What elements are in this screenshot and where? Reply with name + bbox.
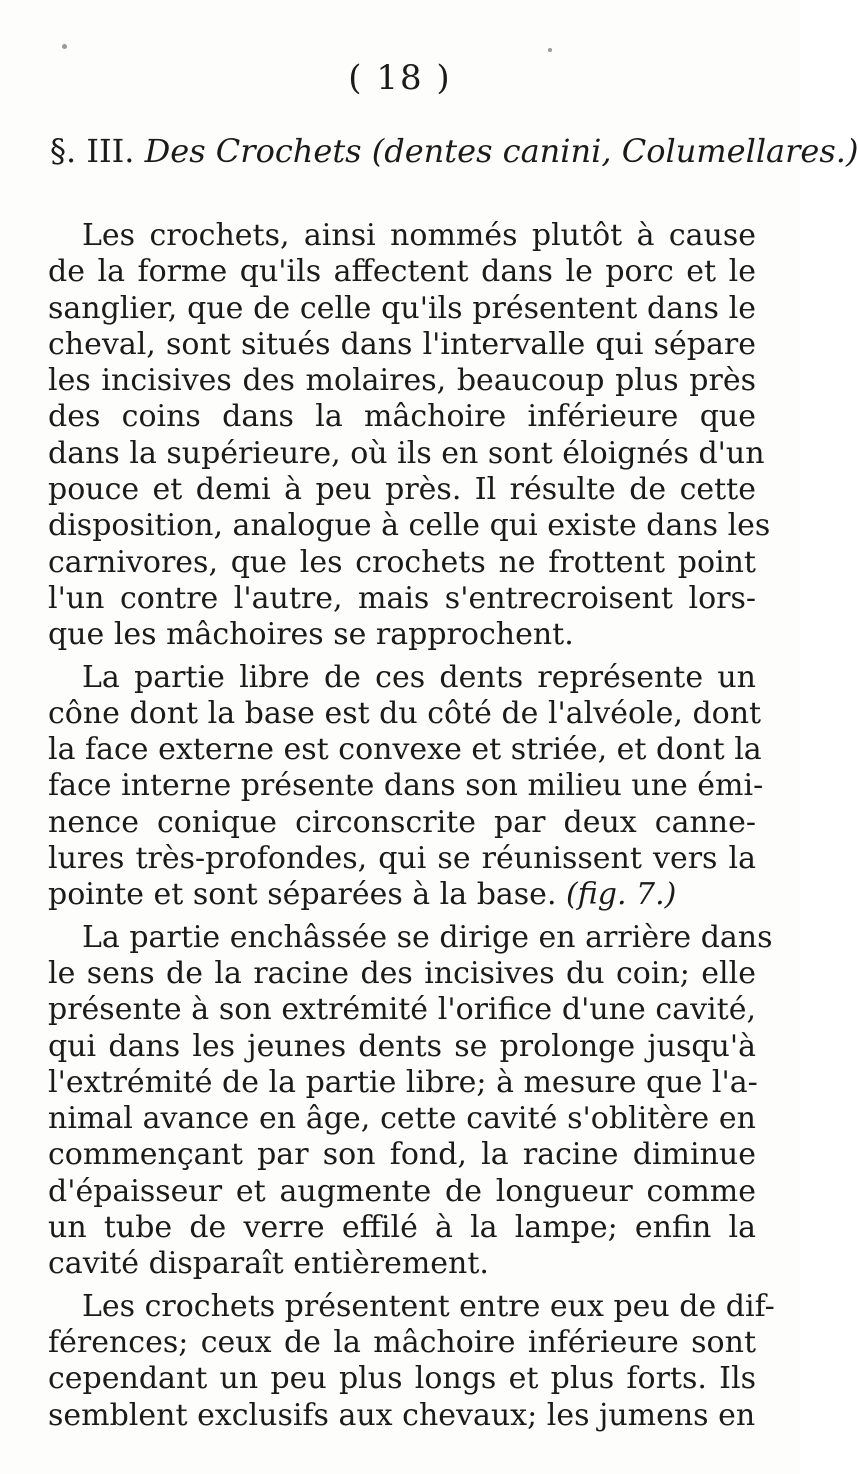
text-line-content: que les mâchoires se rapprochent.: [48, 617, 574, 653]
text-line-content: sanglier, que de celle qu'ils présentent dans le: [48, 290, 756, 326]
paragraph: [48, 919, 773, 1283]
section-number: §. III.: [50, 132, 135, 170]
text-line: [48, 805, 756, 841]
text-line-content: de la forme qu'ils affectent dans le porc et le: [48, 254, 756, 290]
text-line: [48, 1288, 775, 1325]
text-line-content: dans la supérieure, où ils en sont éloignés d'un: [48, 435, 765, 471]
text-line-content: férences; ceux de la mâchoire inférieure sont: [48, 1324, 756, 1360]
text-line-content: l'un contre l'autre, mais s'entrecroisent lors-: [48, 580, 756, 616]
text-line-content: pouce et demi à peu près. Il résulte de cette: [48, 472, 756, 508]
text-line-content: des coins dans la mâchoire inférieure que: [48, 399, 756, 435]
text-line-content: d'épaisseur et augmente de longueur comme: [48, 1173, 756, 1209]
text-line: [48, 877, 756, 913]
text-line-content: cône dont la base est du côté de l'alvéole, dont: [48, 695, 762, 731]
text-line: [48, 581, 756, 617]
paragraph: [48, 659, 764, 914]
paper-speck: [62, 44, 67, 49]
text-line-content: un tube de verre effilé à la lampe; enfin la: [48, 1210, 756, 1246]
figure-reference: (fig. 7.): [566, 877, 677, 913]
text-line: [48, 1029, 756, 1065]
text-line: [48, 695, 762, 732]
text-line-content: face interne présente dans son milieu une émi-: [48, 768, 764, 804]
text-line-content: nimal avance en âge, cette cavité s'oblitère en: [48, 1101, 756, 1137]
text-line: [48, 768, 764, 804]
section-latin-subtitle: (dentes canini, Columellares.): [371, 132, 858, 170]
text-line: [48, 660, 756, 696]
text-line: [48, 1065, 756, 1101]
text-line: [48, 1101, 756, 1137]
page-number: ( 18 ): [348, 58, 452, 98]
text-line-content: La partie enchâssée se dirige en arrière dans: [82, 919, 773, 955]
text-line: [48, 291, 756, 327]
text-line-content: disposition, analogue à celle qui existe dans les: [48, 508, 771, 544]
text-line: [48, 1210, 756, 1246]
text-line-content: présente à son extrémité l'orifice d'une cavité,: [48, 992, 756, 1028]
text-line: [48, 956, 756, 992]
text-line: [48, 1246, 756, 1282]
text-line-content: semblent exclusifs aux chevaux; les jumens en: [48, 1397, 756, 1433]
text-line-content: carnivores, que les crochets ne frottent point: [48, 544, 756, 580]
text-line: [48, 732, 762, 768]
text-line: [48, 545, 756, 581]
body-text: [48, 218, 775, 1434]
text-line-content: pointe et sont séparées à la base.: [48, 877, 557, 913]
text-line: [48, 254, 756, 290]
text-line: [48, 992, 756, 1028]
text-line: [48, 363, 756, 399]
section-title: Des Crochets: [144, 132, 362, 170]
section-heading: [50, 132, 858, 170]
text-line-content: La partie libre de ces dents représente un: [82, 659, 756, 695]
text-line: [48, 508, 771, 544]
text-line-content: Les crochets présentent entre eux peu de dif-: [82, 1288, 775, 1324]
text-line: [48, 1137, 756, 1173]
text-line: [48, 472, 756, 508]
text-line: [48, 841, 756, 877]
text-line: [48, 218, 756, 254]
paragraph: [48, 218, 771, 654]
text-line: [48, 327, 756, 363]
text-line: [48, 1325, 756, 1361]
text-line: [48, 617, 756, 653]
text-line-content: l'extrémité de la partie libre; à mesure que l'a-: [48, 1064, 758, 1100]
text-line-content: le sens de la racine des incisives du coin; elle: [48, 955, 756, 991]
text-line: [48, 399, 756, 435]
paragraph: [48, 1288, 775, 1434]
text-line: [48, 919, 773, 956]
paper-speck: [548, 48, 552, 52]
text-line: [48, 1398, 756, 1434]
text-line: [48, 435, 765, 472]
text-line: [48, 1174, 756, 1210]
text-line-content: Les crochets, ainsi nommés plutôt à cause: [82, 218, 756, 253]
text-line-content: la face externe est convexe et striée, et dont la: [48, 732, 762, 768]
text-line-content: cependant un peu plus longs et plus forts. Ils: [48, 1361, 756, 1397]
text-line-content: commençant par son fond, la racine diminue: [48, 1137, 756, 1173]
text-line-content: nence conique circonscrite par deux canne-: [48, 804, 756, 840]
text-line-content: lures très-profondes, qui se réunissent vers la: [48, 841, 756, 877]
text-line-content: cheval, sont situés dans l'intervalle qui sépare: [48, 326, 756, 362]
text-line-content: les incisives des molaires, beaucoup plus près: [48, 363, 756, 399]
text-line-content: cavité disparaît entièrement.: [48, 1246, 489, 1282]
text-line: [48, 1361, 756, 1397]
text-line-content: qui dans les jeunes dents se prolonge jusqu'à: [48, 1028, 756, 1064]
